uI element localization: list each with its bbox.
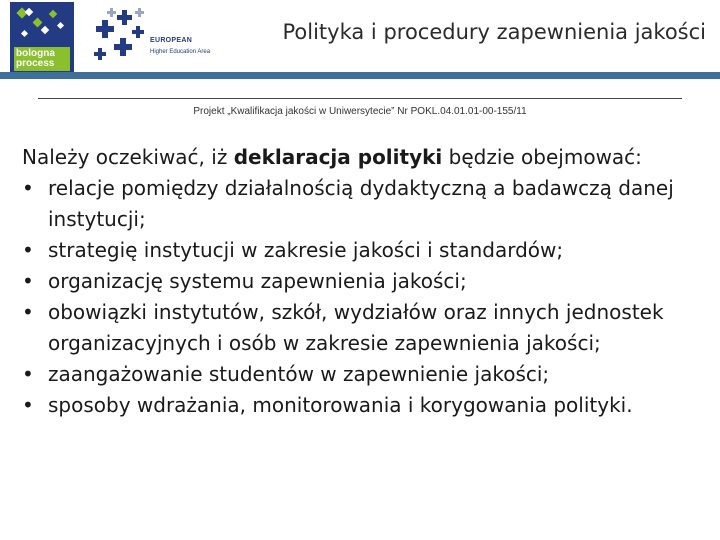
bullet-list (22, 173, 712, 421)
bullet-icon: • (22, 300, 34, 324)
list-item (22, 235, 712, 266)
bullet-icon: • (22, 176, 34, 200)
bologna-logo-line2: process (16, 58, 55, 69)
list-item-text: relacje pomiędzy działalnością dydaktyczną a badawczą danej instytucji; (48, 176, 674, 231)
project-line: Projekt „Kwalifikacja jakości w Uniwersytecie” Nr POKL.04.01.01-00-155/11 (193, 106, 527, 117)
ehea-star-icon (92, 4, 148, 68)
bullet-icon: • (22, 238, 34, 262)
list-item-text: obowiązki instytutów, szkół, wydziałów oraz innych jednostek organizacyjnych i osób w zakresie zapewnienia jakości; (48, 300, 664, 355)
list-item (22, 266, 712, 297)
content-body (22, 142, 712, 421)
intro-paragraph (22, 142, 712, 173)
list-item (22, 390, 712, 421)
bologna-logo-text (14, 47, 70, 71)
header (0, 0, 720, 79)
bullet-icon: • (22, 393, 34, 417)
ehea-logo-title: EUROPEAN (150, 37, 193, 44)
bullet-icon: • (22, 269, 34, 293)
intro-text-before: Należy oczekiwać, iż (22, 145, 234, 169)
header-strip (0, 72, 720, 79)
project-info-bar (38, 79, 682, 123)
intro-text-after: będzie obejmować: (442, 145, 642, 169)
slide-title: Polityka i procedury zapewnienia jakości (282, 20, 706, 44)
divider (38, 98, 682, 99)
bullet-icon: • (22, 362, 34, 386)
list-item (22, 359, 712, 390)
ehea-logo (92, 4, 242, 68)
list-item-text: sposoby wdrażania, monitorowania i korygowania polityki. (48, 393, 633, 417)
list-item-text: zaangażowanie studentów w zapewnienie jakości; (48, 362, 550, 386)
list-item (22, 297, 712, 359)
list-item-text: organizację systemu zapewnienia jakości; (48, 269, 467, 293)
bologna-logo-line1: bologna (16, 48, 55, 59)
bologna-process-logo (10, 2, 74, 74)
list-item-text: strategię instytucji w zakresie jakości i standardów; (48, 238, 564, 262)
ehea-logo-subtitle: Higher Education Area (150, 49, 211, 55)
list-item (22, 173, 712, 235)
intro-bold-term: deklaracja polityki (233, 145, 443, 169)
bologna-cross-icon (14, 5, 70, 45)
